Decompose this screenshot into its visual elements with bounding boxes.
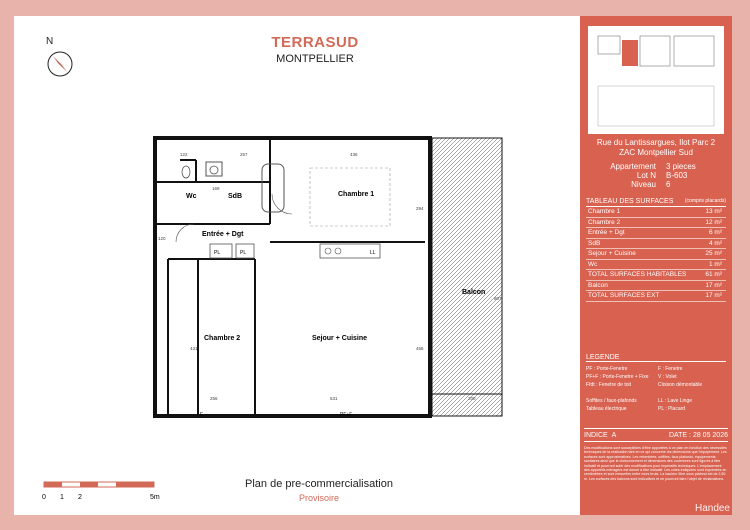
- table-row: [586, 228, 726, 239]
- placard-mark-2: PL: [240, 250, 247, 256]
- surface-label: Entrée + Dgt: [588, 229, 625, 236]
- apt-value: B-603: [666, 171, 688, 180]
- indice-label: INDICE: [584, 431, 608, 439]
- legend-item: [658, 389, 726, 397]
- date-value: 28 05 2026: [692, 431, 728, 439]
- apt-row: [598, 162, 718, 171]
- room-label-balcon: Balcon: [462, 289, 486, 296]
- window-mark: F: [200, 412, 204, 418]
- legend-item: Ffdt : Fenetre de toit: [586, 382, 632, 388]
- surface-value: 12 m²: [705, 218, 722, 226]
- surface-value: 17 m²: [705, 281, 722, 289]
- legend-col-left: [586, 365, 654, 413]
- surface-value: 61 m²: [705, 271, 722, 278]
- scale-label-5m: 5m: [150, 494, 160, 501]
- room-label-wc: Wc: [186, 193, 197, 200]
- legend-item: F : Fenetre: [658, 366, 683, 372]
- lave-linge-mark: LL: [370, 250, 376, 256]
- address-line-1: Rue du Lantissargues, Ilot Parc 2: [596, 138, 716, 147]
- surface-value: 17 m²: [705, 292, 722, 299]
- date-label: DATE :: [668, 431, 691, 439]
- scale-bar: [42, 474, 202, 514]
- dim-436: 436: [350, 152, 358, 157]
- legend-title: LEGENDE: [586, 354, 726, 362]
- dim-257: 257: [240, 152, 248, 157]
- info-panel: [580, 16, 732, 515]
- legend-item: V : Volet: [658, 374, 677, 380]
- legend-item: PF : Porte-Fenetre: [586, 366, 628, 372]
- indice-value: A: [611, 431, 617, 439]
- dim-431: 431: [190, 346, 198, 351]
- indice-bar: [584, 428, 728, 442]
- disclaimer: Des modifications sont susceptibles d'être apportées à ce plan en fonction des nécessités techniques de la réalisation tant en ce qui concerne les dimensions que l'équipement. Les surfaces sont approximatives. Les retombées, soffites, faux plafonds, équipements sanitaires ainsi que le cloisonnement et dimensions des ouvertures sont figurés à titre indicatif et pourront subir des modifications pour impératifs techniques. L'emplacement des appareils ménagers est donné à titre indicatif. Les cotes indiquées sont exprimées en centimètres et sont mesurées entre murs bruts. La hauteur libre sous plafond est de 2,50 m. Les surfaces des balcons sont indicatives et ne pourront faire l'objet de réclamations.: [584, 446, 727, 481]
- surface-value: 25 m²: [705, 250, 722, 257]
- table-row: [586, 270, 726, 281]
- surface-label: TOTAL SURFACES HABITABLES: [588, 271, 687, 278]
- apt-label: Appartement: [610, 162, 656, 171]
- surfaces-table: [586, 198, 726, 302]
- north-label: N: [46, 36, 54, 47]
- legend-item: [586, 389, 654, 397]
- location-thumbnail: [588, 26, 724, 134]
- floor-plan: [150, 134, 510, 434]
- north-arrow-icon: [40, 34, 80, 84]
- dim-200: 200: [468, 396, 476, 401]
- table-row: [586, 239, 726, 250]
- address-line-2: ZAC Montpellier Sud: [619, 148, 693, 157]
- watermark: Handee: [694, 503, 730, 514]
- surface-value: 13 m²: [705, 208, 722, 215]
- legend-item: PL : Placard: [658, 406, 686, 412]
- surface-label: Chambre 2: [588, 218, 621, 226]
- plan-status: Provisoire: [298, 493, 339, 503]
- legend-item: Tableau électrique: [586, 406, 627, 412]
- legend-item: PF+F : Porte-Fenetre + Fixe: [586, 374, 649, 380]
- room-label-chambre2: Chambre 2: [204, 335, 241, 342]
- table-row: [586, 207, 726, 218]
- scale-label-1: 1: [60, 494, 64, 501]
- dim-169: 169: [212, 186, 220, 191]
- surface-label: Balcon: [588, 281, 608, 289]
- legend-col-right: [658, 365, 726, 413]
- apt-row: [598, 180, 718, 189]
- surface-value: 1 m²: [709, 260, 722, 268]
- table-row: [586, 281, 726, 292]
- scale-label-2: 2: [78, 494, 82, 501]
- surfaces-note: (compris placards): [684, 198, 726, 204]
- room-label-chambre1: Chambre 1: [338, 191, 375, 198]
- room-label-sejour: Sejour + Cuisine: [312, 335, 368, 342]
- table-row: [586, 249, 726, 260]
- surface-label: Chambre 1: [588, 208, 621, 215]
- surfaces-header: [586, 198, 726, 207]
- brand-name: TERRASUD: [271, 34, 359, 51]
- dim-294: 294: [416, 206, 424, 211]
- porte-fenetre-mark: PF+F: [340, 412, 353, 418]
- surface-label: Sejour + Cuisine: [588, 250, 636, 257]
- apt-value: 6: [666, 180, 671, 189]
- legend: [586, 354, 726, 413]
- table-row: [586, 260, 726, 271]
- apt-row: [598, 171, 718, 180]
- surface-value: 6 m²: [709, 229, 722, 236]
- legend-item: Cloison démontable: [658, 382, 703, 388]
- scale-label-0: 0: [42, 494, 46, 501]
- legend-item: LL : Lave Linge: [658, 398, 693, 404]
- surfaces-title: TABLEAU DES SURFACES: [586, 198, 674, 205]
- table-row: [586, 291, 726, 302]
- room-label-entree: Entrée + Dgt: [202, 231, 244, 238]
- room-label-sdb: SdB: [228, 193, 242, 200]
- brand-city: MONTPELLIER: [276, 53, 354, 65]
- surface-label: Wc: [588, 260, 598, 268]
- placard-mark: PL: [214, 250, 221, 256]
- surface-label: SdB: [588, 239, 601, 247]
- legend-item: Soffites / faux-plafonds: [586, 398, 637, 404]
- brand-block: [250, 34, 380, 65]
- apartment-info: [598, 162, 718, 189]
- dim-256: 256: [210, 396, 218, 401]
- dim-531: 531: [330, 396, 338, 401]
- apt-label: Lot N: [636, 171, 656, 180]
- dim-807: 807: [494, 296, 502, 301]
- dim-120: 120: [158, 236, 166, 241]
- apt-label: Niveau: [631, 180, 656, 189]
- surface-label: TOTAL SURFACES EXT: [588, 292, 660, 299]
- title-block: [224, 478, 414, 503]
- table-row: [586, 218, 726, 229]
- dim-456: 456: [416, 346, 424, 351]
- plan-sheet: [14, 16, 732, 515]
- plan-title: Plan de pre-commercialisation: [245, 478, 393, 490]
- apt-value: 3 pieces: [666, 162, 696, 171]
- surface-value: 4 m²: [709, 239, 722, 247]
- address-block: [584, 138, 728, 158]
- dim-122: 122: [180, 152, 188, 157]
